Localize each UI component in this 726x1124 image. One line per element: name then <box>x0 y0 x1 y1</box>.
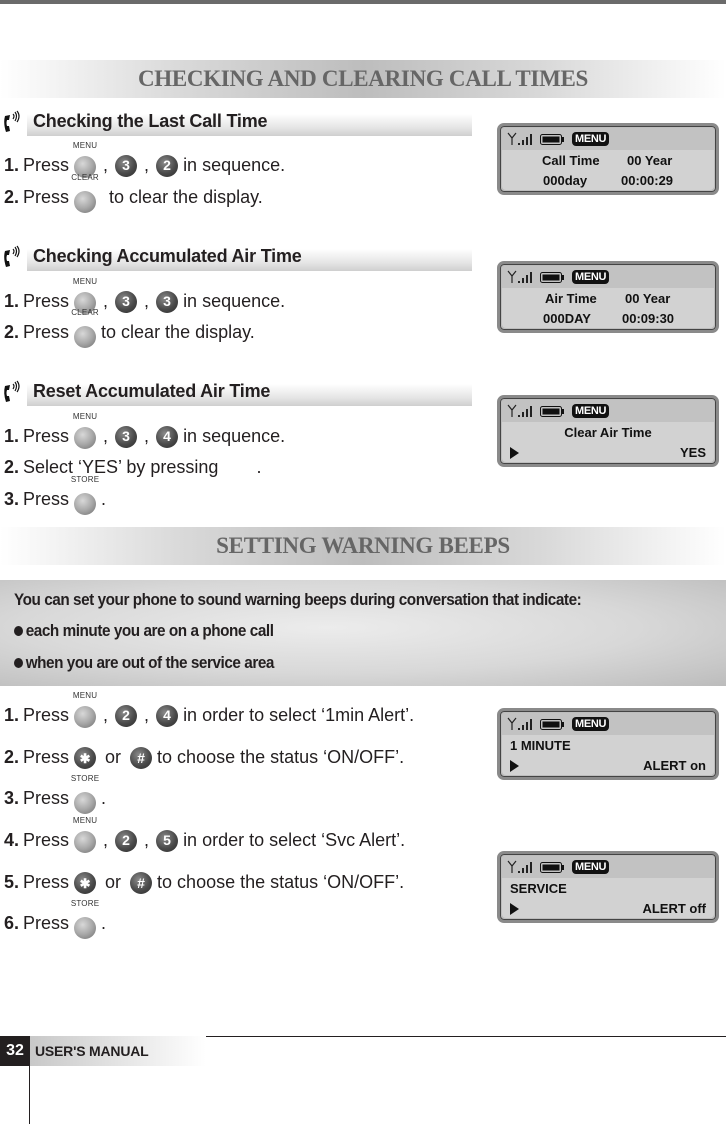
lcd-status-bar <box>502 400 714 422</box>
menu-indicator: MENU <box>572 860 609 874</box>
lcd-1min-alert: MENU 1 MINUTE ALERT on <box>497 708 719 780</box>
select-arrow-icon <box>510 447 519 459</box>
menu-key[interactable]: MENU <box>73 290 97 312</box>
lcd-status-bar <box>502 266 714 288</box>
key-2[interactable]: 2 <box>114 829 138 851</box>
menu-indicator: MENU <box>572 270 609 284</box>
signal-icon <box>507 404 533 418</box>
step-1: 1. Press MENU , 3 , 2 in sequence. <box>4 152 285 178</box>
bullet-item: each minute you are on a phone call <box>14 621 274 641</box>
step-2: 2. Select ‘YES’ by pressing . <box>4 456 262 477</box>
top-rule <box>0 0 726 4</box>
section-title: SETTING WARNING BEEPS <box>216 533 510 558</box>
menu-indicator: MENU <box>572 717 609 731</box>
menu-key[interactable]: MENU <box>73 704 97 726</box>
step-2: 2. Press ✱ or # to choose the status ‘ON/OFF’. <box>4 744 404 770</box>
key-2[interactable]: 2 <box>114 704 138 726</box>
battery-icon <box>540 862 564 873</box>
subheading-accumulated-air-time <box>0 243 472 271</box>
menu-indicator: MENU <box>572 132 609 146</box>
signal-icon <box>507 860 533 874</box>
step-1: 1. Press MENU , 3 , 3 in sequence. <box>4 288 285 314</box>
section-title: CHECKING AND CLEARING CALL TIMES <box>137 66 589 91</box>
menu-key[interactable]: MENU <box>73 425 97 447</box>
subheading-title: Checking Accumulated Air Time <box>33 246 302 266</box>
bullet-icon <box>14 626 23 636</box>
lcd-clear-air-time: MENU Clear Air Time YES <box>497 395 719 467</box>
key-4[interactable]: 4 <box>155 704 179 726</box>
select-arrow-icon <box>510 760 519 772</box>
signal-icon <box>507 132 533 146</box>
step-2: 2. Press CLEAR to clear the display. <box>4 184 263 210</box>
lcd-air-time: MENU Air Time 00 Year 000DAY 00:09:30 <box>497 261 719 333</box>
bullet-item: when you are out of the service area <box>14 653 274 673</box>
lcd-status-bar <box>502 128 714 150</box>
pound-key[interactable]: # <box>129 871 153 893</box>
subheading-title: Checking the Last Call Time <box>33 111 268 131</box>
lcd-status-bar <box>502 713 714 735</box>
menu-indicator: MENU <box>572 404 609 418</box>
phone-ringing-icon <box>2 380 24 406</box>
subheading-reset-air-time <box>0 378 472 406</box>
lcd-status-bar <box>502 856 714 878</box>
key-3[interactable]: 3 <box>114 425 138 447</box>
subheading-title: Reset Accumulated Air Time <box>33 381 271 401</box>
select-arrow-icon <box>510 903 519 915</box>
intro-text: You can set your phone to sound warning beeps during conversation that indicate: <box>14 590 582 609</box>
page-number: 32 <box>0 1036 30 1066</box>
battery-icon <box>540 134 564 145</box>
step-1: 1. Press MENU , 3 , 4 in sequence. <box>4 423 285 449</box>
battery-icon <box>540 272 564 283</box>
key-2[interactable]: 2 <box>155 154 179 176</box>
step-2: 2. Press CLEAR to clear the display. <box>4 319 255 345</box>
section-banner-call-times <box>0 60 726 98</box>
phone-ringing-icon <box>2 245 24 271</box>
clear-key[interactable]: CLEAR <box>73 186 97 208</box>
bullet-icon <box>14 658 23 668</box>
phone-ringing-icon <box>2 110 24 136</box>
lcd-service-alert: MENU SERVICE ALERT off <box>497 851 719 923</box>
key-3[interactable]: 3 <box>114 290 138 312</box>
battery-icon <box>540 406 564 417</box>
section-banner-warning-beeps <box>0 527 726 565</box>
signal-icon <box>507 717 533 731</box>
star-key[interactable]: ✱ <box>73 746 97 768</box>
menu-key[interactable]: MENU <box>73 829 97 851</box>
store-key[interactable]: STORE <box>73 787 97 809</box>
key-3[interactable]: 3 <box>114 154 138 176</box>
step-4: 4. Press MENU , 2 , 5 in order to select ‘Svc Alert’. <box>4 827 405 853</box>
step-5: 5. Press ✱ or # to choose the status ‘ON/OFF’. <box>4 869 404 895</box>
star-key[interactable]: ✱ <box>73 871 97 893</box>
lcd-last-call-time: MENU Call Time 00 Year 000day 00:00:29 <box>497 123 719 195</box>
key-3[interactable]: 3 <box>155 290 179 312</box>
step-3: 3. Press STORE . <box>4 486 106 512</box>
pound-key[interactable]: # <box>129 746 153 768</box>
step-1: 1. Press MENU , 2 , 4 in order to select ‘1min Alert’. <box>4 702 414 728</box>
signal-icon <box>507 270 533 284</box>
store-key[interactable]: STORE <box>73 488 97 510</box>
menu-key[interactable]: MENU <box>73 154 97 176</box>
store-key[interactable]: STORE <box>73 912 97 934</box>
footer-vertical-rule <box>29 1066 30 1124</box>
subheading-last-call-time <box>0 108 472 136</box>
clear-key[interactable]: CLEAR <box>73 321 97 343</box>
step-3: 3. Press STORE . <box>4 785 106 811</box>
key-5[interactable]: 5 <box>155 829 179 851</box>
step-6: 6. Press STORE . <box>4 910 106 936</box>
battery-icon <box>540 719 564 730</box>
footer-label: USER'S MANUAL <box>30 1036 206 1066</box>
info-box <box>0 580 726 686</box>
key-4[interactable]: 4 <box>155 425 179 447</box>
